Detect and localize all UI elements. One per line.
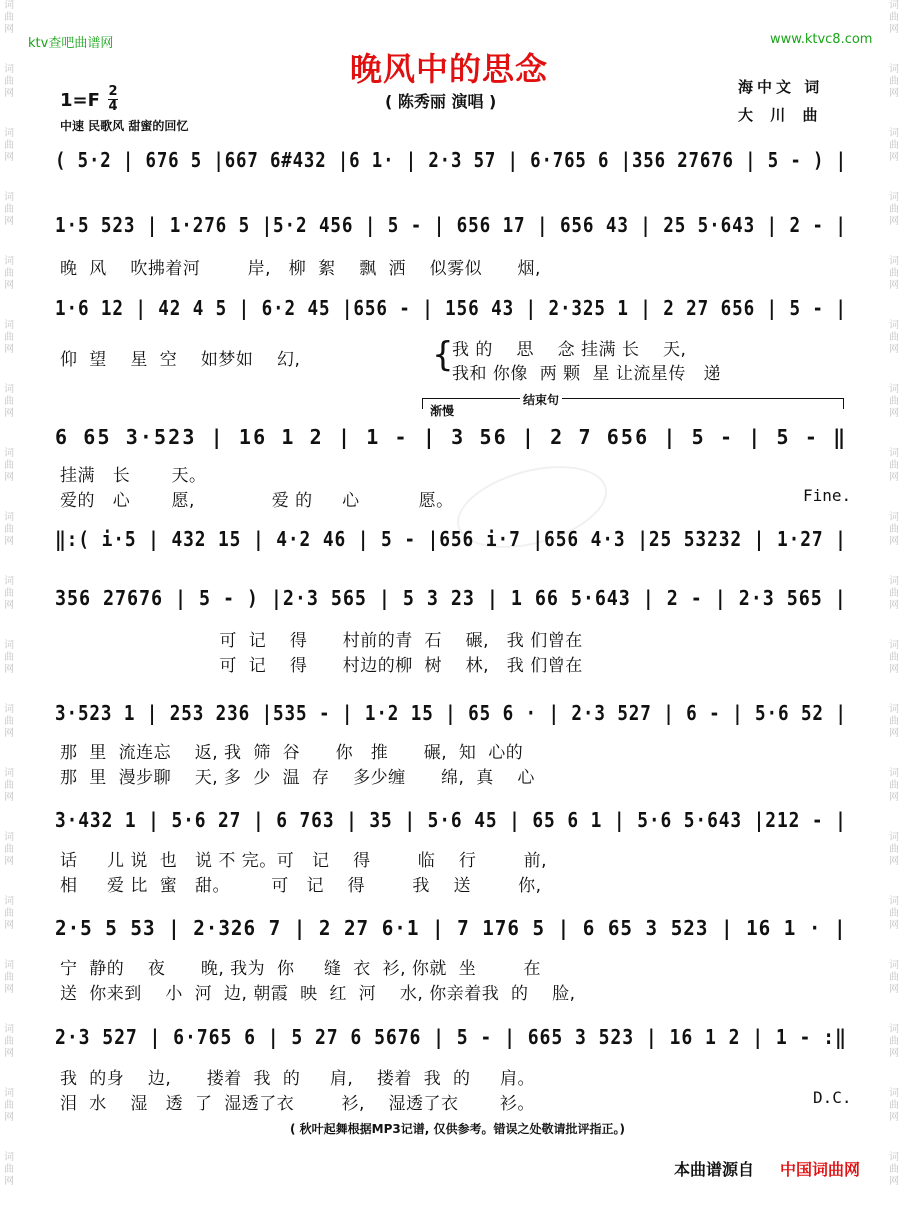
system-7 <box>55 808 853 838</box>
side-watermark-char: 词 <box>4 0 14 11</box>
side-watermark-char: 曲 <box>4 460 14 471</box>
side-watermark-char: 曲 <box>4 908 14 919</box>
side-watermark-char: 网 <box>4 856 14 867</box>
side-watermark-char: 曲 <box>4 1164 14 1175</box>
side-watermark-char: 词 <box>889 960 899 971</box>
lyric-line: 可 记 得 村前的青 石 碾, 我 们曾在 <box>60 631 583 651</box>
notes-line: 3·523 1 | 253 236 |535 - | 1·2 15 | 65 6 · | 2·3 527 | 6 - | 5·6 52 | <box>55 701 847 725</box>
side-watermark-char: 词 <box>4 448 14 459</box>
singer: ( 陈秀丽 演唱 ) <box>385 92 497 111</box>
side-watermark-char: 网 <box>889 600 899 611</box>
side-watermark-char: 曲 <box>889 716 899 727</box>
system-3 <box>55 425 853 455</box>
side-watermark-char: 曲 <box>889 460 899 471</box>
source-label: 本曲谱源自 <box>674 1160 755 1179</box>
side-watermark-char: 网 <box>889 24 899 35</box>
key-signature: 1=F <box>60 90 100 111</box>
lyric-line: 那 里 漫步聊 天, 多 少 温 存 多少缠 绵, 真 心 <box>60 768 535 788</box>
side-watermark-char: 曲 <box>4 1100 14 1111</box>
lyric-line: 那 里 流连忘 返, 我 筛 谷 你 推 碾, 知 心的 <box>60 743 524 763</box>
ending-bracket <box>422 398 844 409</box>
side-watermark-char: 网 <box>4 920 14 931</box>
side-watermark-char: 曲 <box>889 396 899 407</box>
notes-line: 1·5 523 | 1·276 5 |5·2 456 | 5 - | 656 17 | 656 43 | 25 5·643 | 2 - | <box>55 213 847 237</box>
side-watermark-char: 曲 <box>4 1036 14 1047</box>
side-watermark-char: 网 <box>4 664 14 675</box>
ritardando-mark: 渐慢 <box>430 404 455 418</box>
site-right-link[interactable]: www.ktvc8.com <box>770 32 873 47</box>
side-watermark-char: 词 <box>4 1088 14 1099</box>
side-watermark-char: 曲 <box>4 588 14 599</box>
side-watermark-char: 词 <box>889 1024 899 1035</box>
side-watermark-char: 词 <box>4 768 14 779</box>
side-watermark-char: 曲 <box>889 780 899 791</box>
lyric-line: 晚 风 吹拂着河 岸, 柳 絮 飘 洒 似雾似 烟, <box>60 259 541 279</box>
lyricist: 海中文 词 <box>738 78 824 96</box>
notes-line: ( 5·2 | 676 5 |667 6#432 |6 1· | 2·3 57 | 6·765 6 |356 27676 | 5 - ) | <box>55 148 847 172</box>
side-watermark-char: 词 <box>4 576 14 587</box>
side-watermark-char: 词 <box>4 384 14 395</box>
side-watermark-char: 网 <box>889 984 899 995</box>
side-watermark-char: 词 <box>889 512 899 523</box>
lyric-line: 爱的 心 愿, 爱 的 心 愿。 <box>60 491 454 511</box>
site-left-link[interactable]: ktv查吧曲谱网 <box>28 36 114 51</box>
side-watermark-char: 网 <box>4 984 14 995</box>
side-watermark-char: 曲 <box>889 204 899 215</box>
lyric-line: 可 记 得 村边的柳 树 林, 我 们曾在 <box>60 656 583 676</box>
side-watermark-char: 网 <box>4 1112 14 1123</box>
system-9 <box>55 1025 853 1055</box>
transcription-note: ( 秋叶起舞根据MP3记谱, 仅供参考。错误之处敬请批评指正。) <box>290 1122 625 1136</box>
dc-mark: D.C. <box>813 1088 852 1107</box>
source-link[interactable]: 中国词曲网 <box>780 1160 861 1179</box>
lyric-line: 宁 静的 夜 晚, 我为 你 缝 衣 衫, 你就 坐 在 <box>60 959 541 979</box>
side-watermark-char: 网 <box>4 1176 14 1187</box>
side-watermark-char: 网 <box>889 856 899 867</box>
side-watermark-char: 词 <box>889 320 899 331</box>
side-watermark-char: 曲 <box>889 140 899 151</box>
side-watermark-char: 网 <box>4 152 14 163</box>
side-watermark-char: 词 <box>4 896 14 907</box>
side-watermark-char: 曲 <box>889 1164 899 1175</box>
side-watermark-char: 曲 <box>4 140 14 151</box>
lyric-line: 话 儿 说 也 说 不 完。可 记 得 临 行 前, <box>60 851 548 871</box>
side-watermark-char: 曲 <box>4 716 14 727</box>
side-watermark-char: 词 <box>4 320 14 331</box>
side-watermark-right <box>885 0 903 1206</box>
side-watermark-char: 词 <box>4 1024 14 1035</box>
side-watermark-char: 网 <box>4 88 14 99</box>
side-watermark-left <box>0 0 18 1206</box>
lyric-line: 我和 你像 两 颗 星 让流星传 递 <box>452 364 722 384</box>
notes-line: 6 65 3·523 | 16 1 2 | 1 - | 3 56 | 2 7 656 | 5 - | 5 - ‖ <box>55 425 848 449</box>
side-watermark-char: 曲 <box>889 652 899 663</box>
side-watermark-char: 网 <box>4 280 14 291</box>
side-watermark-char: 词 <box>889 832 899 843</box>
time-signature <box>108 86 118 113</box>
side-watermark-char: 网 <box>889 152 899 163</box>
side-watermark-char: 曲 <box>889 1100 899 1111</box>
side-watermark-char: 曲 <box>4 972 14 983</box>
side-watermark-char: 词 <box>4 1152 14 1163</box>
lyric-line: 仰 望 星 空 如梦如 幻, <box>60 350 301 370</box>
side-watermark-char: 曲 <box>889 524 899 535</box>
side-watermark-char: 网 <box>889 920 899 931</box>
side-watermark-char: 网 <box>889 1176 899 1187</box>
side-watermark-char: 曲 <box>4 524 14 535</box>
side-watermark-char: 网 <box>4 408 14 419</box>
side-watermark-char: 曲 <box>4 12 14 23</box>
side-watermark-char: 网 <box>4 728 14 739</box>
system-4 <box>55 527 853 557</box>
side-watermark-char: 网 <box>889 472 899 483</box>
system-6 <box>55 701 853 731</box>
side-watermark-char: 曲 <box>4 76 14 87</box>
notes-line: 1·6 12 | 42 4 5 | 6·2 45 |656 - | 156 43 | 2·325 1 | 2 27 656 | 5 - | <box>55 296 847 320</box>
side-watermark-char: 网 <box>889 408 899 419</box>
lyric-line: 相 爱 比 蜜 甜。 可 记 得 我 送 你, <box>60 876 542 896</box>
side-watermark-char: 曲 <box>4 844 14 855</box>
system-1 <box>55 213 853 243</box>
side-watermark-char: 曲 <box>889 972 899 983</box>
side-watermark-char: 词 <box>889 576 899 587</box>
repeat-brace: { <box>432 335 454 375</box>
side-watermark-char: 曲 <box>889 844 899 855</box>
side-watermark-char: 词 <box>4 640 14 651</box>
notes-line: 2·5 5 53 | 2·326 7 | 2 27 6·1 | 7 176 5 | 6 65 3 523 | 16 1 · | <box>55 916 847 940</box>
side-watermark-char: 网 <box>4 600 14 611</box>
side-watermark-char: 曲 <box>889 268 899 279</box>
notes-line: 356 27676 | 5 - ) |2·3 565 | 5 3 23 | 1 66 5·643 | 2 - | 2·3 565 | <box>55 586 847 610</box>
side-watermark-char: 网 <box>889 88 899 99</box>
side-watermark-char: 曲 <box>889 1036 899 1047</box>
side-watermark-char: 词 <box>889 1088 899 1099</box>
side-watermark-char: 网 <box>889 792 899 803</box>
time-bottom: 4 <box>108 99 118 114</box>
system-2 <box>55 296 853 326</box>
side-watermark-char: 词 <box>889 0 899 11</box>
side-watermark-char: 网 <box>4 24 14 35</box>
lyric-line: 我 的 思 念 挂满 长 天, <box>452 340 687 360</box>
side-watermark-char: 曲 <box>889 76 899 87</box>
side-watermark-char: 词 <box>4 704 14 715</box>
side-watermark-char: 词 <box>889 1152 899 1163</box>
notes-line: 2·3 527 | 6·765 6 | 5 27 6 5676 | 5 - | 665 3 523 | 16 1 2 | 1 - :‖ <box>55 1025 847 1049</box>
tempo-marking: 中速 民歌风 甜蜜的回忆 <box>60 119 189 133</box>
side-watermark-char: 网 <box>889 216 899 227</box>
ending-mark: 结束句 <box>520 391 562 408</box>
side-watermark-char: 词 <box>889 384 899 395</box>
side-watermark-char: 词 <box>889 896 899 907</box>
side-watermark-char: 网 <box>4 792 14 803</box>
system-8 <box>55 916 853 946</box>
notes-line: 3·432 1 | 5·6 27 | 6 763 | 35 | 5·6 45 | 65 6 1 | 5·6 5·643 |212 - | <box>55 808 847 832</box>
side-watermark-char: 网 <box>889 536 899 547</box>
side-watermark-char: 曲 <box>4 332 14 343</box>
side-watermark-char: 词 <box>4 128 14 139</box>
side-watermark-char: 词 <box>889 704 899 715</box>
side-watermark-char: 网 <box>4 344 14 355</box>
notes-line: ‖:( i·5 | 432 15 | 4·2 46 | 5 - |656 i·7 |656 4·3 |25 53232 | 1·27 | <box>55 527 847 551</box>
side-watermark-char: 词 <box>4 64 14 75</box>
side-watermark-char: 词 <box>889 192 899 203</box>
side-watermark-char: 网 <box>4 1048 14 1059</box>
lyric-line: 送 你来到 小 河 边, 朝霞 映 红 河 水, 你亲着我 的 脸, <box>60 984 576 1004</box>
lyric-line: 泪 水 湿 透 了 湿透了衣 衫, 湿透了衣 衫。 <box>60 1094 535 1114</box>
side-watermark-char: 曲 <box>4 268 14 279</box>
side-watermark-char: 曲 <box>889 588 899 599</box>
side-watermark-char: 词 <box>889 768 899 779</box>
side-watermark-char: 词 <box>4 960 14 971</box>
system-5 <box>55 586 853 616</box>
side-watermark-char: 曲 <box>4 204 14 215</box>
side-watermark-char: 曲 <box>4 652 14 663</box>
side-watermark-char: 网 <box>889 728 899 739</box>
side-watermark-char: 词 <box>889 128 899 139</box>
side-watermark-char: 曲 <box>889 332 899 343</box>
lyric-line: 挂满 长 天。 <box>60 466 207 486</box>
song-title: 晚风中的思念 <box>350 50 549 88</box>
side-watermark-char: 词 <box>889 256 899 267</box>
side-watermark-char: 曲 <box>4 396 14 407</box>
side-watermark-char: 词 <box>4 192 14 203</box>
side-watermark-char: 曲 <box>889 12 899 23</box>
side-watermark-char: 网 <box>889 280 899 291</box>
side-watermark-char: 词 <box>889 64 899 75</box>
side-watermark-char: 网 <box>889 1048 899 1059</box>
side-watermark-char: 网 <box>4 536 14 547</box>
side-watermark-char: 曲 <box>889 908 899 919</box>
side-watermark-char: 网 <box>4 472 14 483</box>
fine-mark: Fine. <box>803 486 852 505</box>
system-0 <box>55 148 853 178</box>
side-watermark-char: 词 <box>889 448 899 459</box>
side-watermark-char: 词 <box>4 256 14 267</box>
side-watermark-char: 网 <box>4 216 14 227</box>
side-watermark-char: 词 <box>4 832 14 843</box>
side-watermark-char: 网 <box>889 344 899 355</box>
lyric-line: 我 的身 边, 搂着 我 的 肩, 搂着 我 的 肩。 <box>60 1069 536 1089</box>
composer: 大 川 曲 <box>738 106 824 124</box>
side-watermark-char: 词 <box>4 512 14 523</box>
side-watermark-char: 网 <box>889 1112 899 1123</box>
side-watermark-char: 词 <box>889 640 899 651</box>
side-watermark-char: 曲 <box>4 780 14 791</box>
side-watermark-char: 网 <box>889 664 899 675</box>
time-top: 2 <box>108 84 118 99</box>
